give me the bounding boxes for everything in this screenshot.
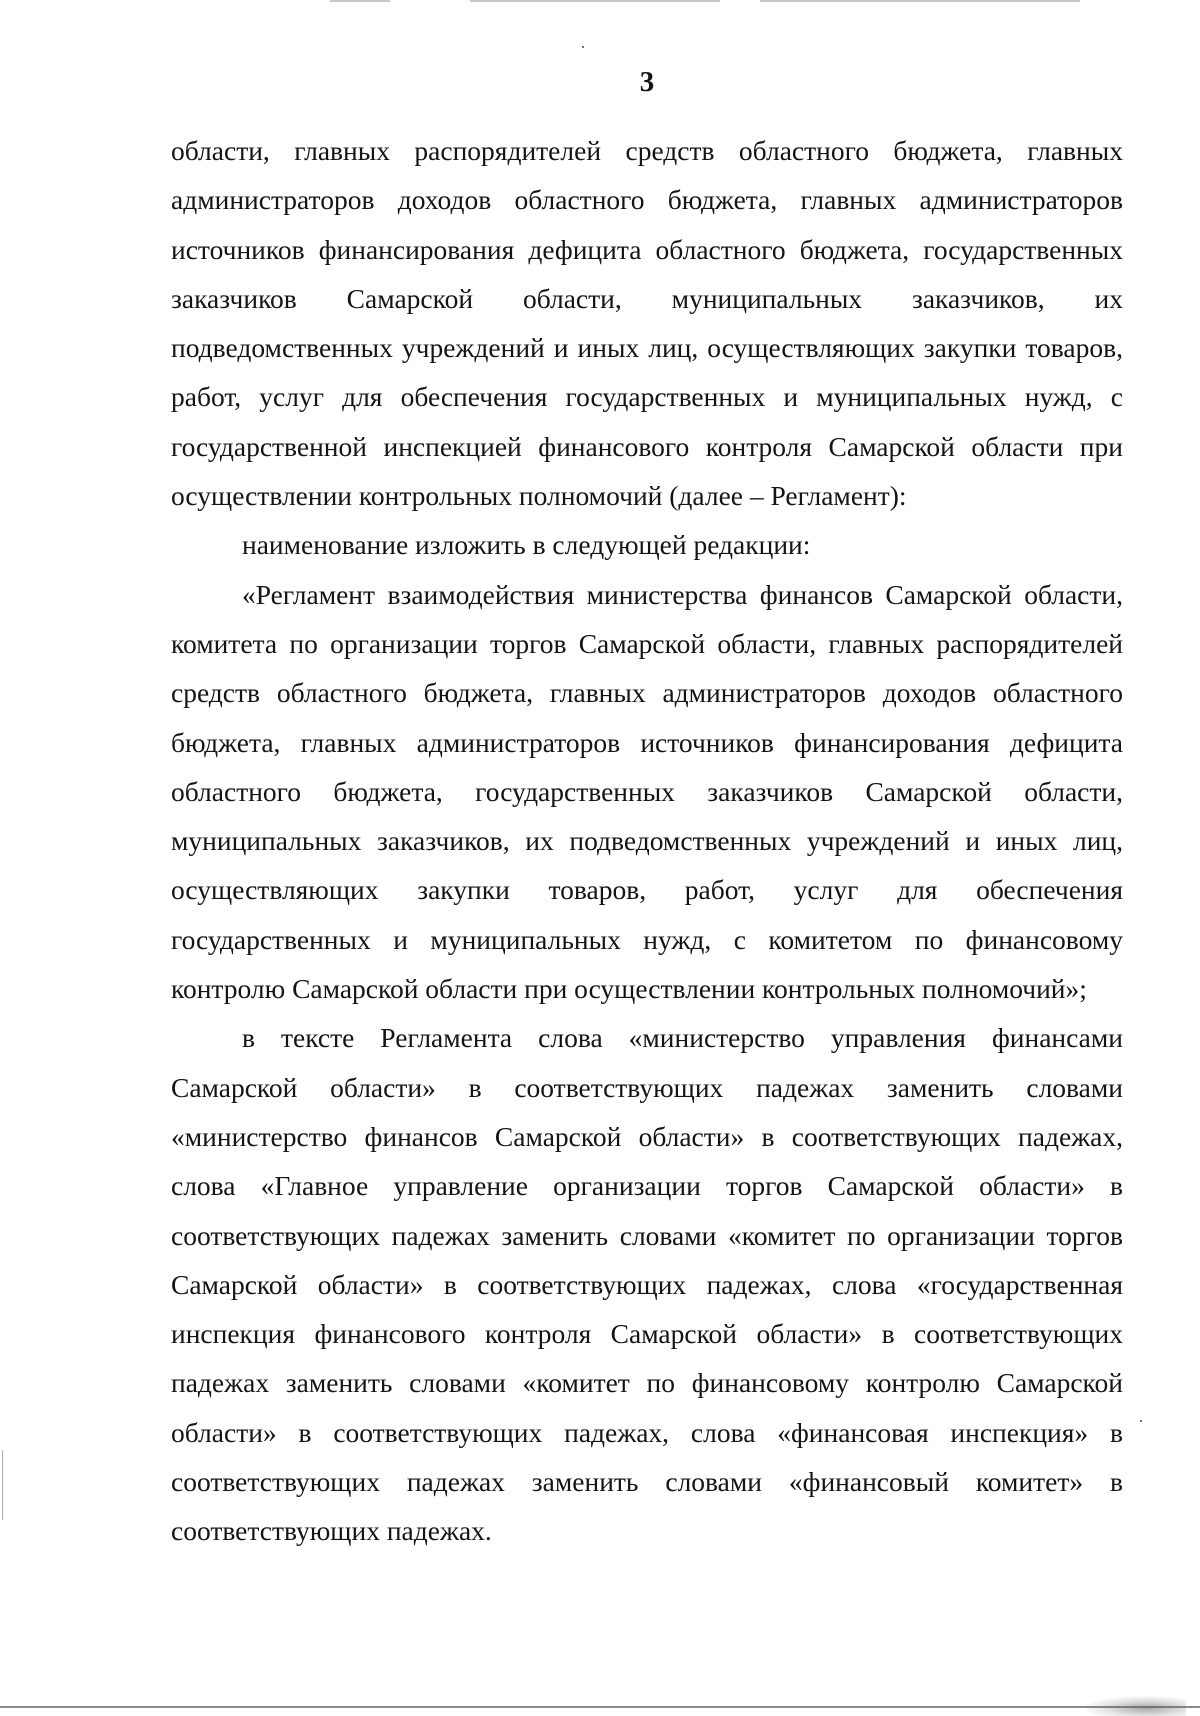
scan-artifact xyxy=(470,0,720,2)
document-body xyxy=(171,126,1123,1556)
scan-artifact xyxy=(0,1706,1200,1708)
paragraph-continued: области, главных распорядителей средств областного бюджета, главных администраторов доходов областного бюджета, главных администраторов источников финансирования дефицита областного бюджета, государственных заказчиков Самарской области, муниципальных заказчиков, их подведомственных учреждений и иных лиц, осуществляющих закупки товаров, работ, услуг для обеспечения государственных и муниципальных нужд, с государственной инспекцией финансового контроля Самарской области при осуществлении контрольных полномочий (далее – Регламент): xyxy=(171,135,1123,512)
paragraph-regulation-title: «Регламент взаимодействия министерства финансов Самарской области, комитета по организации торгов Самарской области, главных распорядителей средств областного бюджета, главных администраторов доходов областного бюджета, главных администраторов источников финансирования дефицита областного бюджета, государственных заказчиков Самарской области, муниципальных заказчиков, их подведомственных учреждений и иных лиц, осуществляющих закупки товаров, работ, услуг для обеспечения государственных и муниципальных нужд, с комитетом по финансовому контролю Самарской области при осуществлении контрольных полномочий»; xyxy=(171,578,1123,1005)
scan-artifact xyxy=(330,0,390,2)
paragraph-text-replacements: в тексте Регламента слова «министерство управления финансами Самарской области» в соответствующих падежах заменить словами «министерство финансов Самарской области» в соответствующих падежах, слова «Главное управление организации торгов Самарской области» в соответствующих падежах заменить словами «комитет по организации торгов Самарской области» в соответствующих падежах, слова «государственная инспекция финансового контроля Самарской области» в соответствующих падежах заменить словами «комитет по финансовому контролю Самарской области» в соответствующих падежах, слова «финансовая инспекция» в соответствующих падежах заменить словами «финансовый комитет» в соответствующих падежах. xyxy=(171,1022,1123,1547)
scan-artifact xyxy=(582,46,584,48)
scan-artifact xyxy=(1140,1420,1142,1422)
paragraph-name-change: наименование изложить в следующей редакции: xyxy=(242,529,811,561)
scan-artifact xyxy=(760,0,1080,2)
page-number: 3 xyxy=(639,66,655,98)
scan-artifact xyxy=(2,1450,3,1520)
